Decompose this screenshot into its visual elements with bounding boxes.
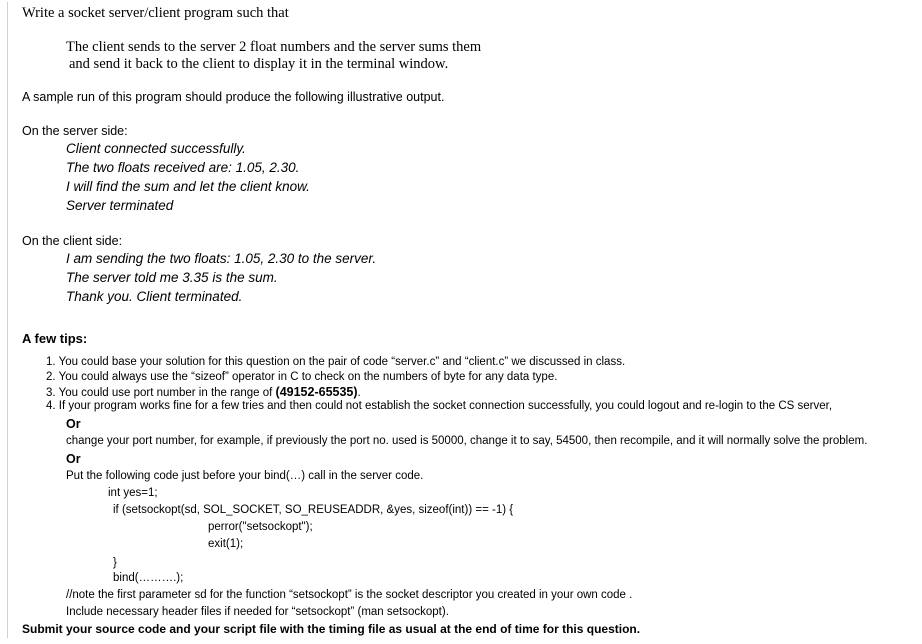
left-border [7, 2, 8, 638]
tip-item-3 [46, 385, 361, 399]
code-line: perror("setsockopt"); [208, 521, 313, 533]
code-line: int yes=1; [108, 487, 158, 499]
note-line: //note the first parameter sd for the function “setsockopt” is the socket descriptor you created in your own code . [66, 589, 633, 601]
tip-item-2: 2. You could always use the “sizeof” operator in C to check on the numbers of byte for any data type. [46, 371, 558, 383]
server-output-line: Client connected successfully. [66, 141, 246, 156]
client-output-line: The server told me 3.35 is the sum. [66, 270, 278, 285]
port-range-suffix: . [357, 387, 361, 399]
tip-item-1: 1. You could base your solution for this question on the pair of code “server.c” and “client.c” we discussed in class. [46, 356, 626, 368]
code-line: if (setsockopt(sd, SOL_SOCKET, SO_REUSEADDR, &yes, sizeof(int)) == -1) { [113, 504, 514, 516]
server-output-line: Server terminated [66, 198, 174, 213]
code-line: bind(……….); [113, 572, 184, 584]
client-output-line: I am sending the two floats: 1.05, 2.30 to the server. [66, 251, 377, 266]
server-output-line: I will find the sum and let the client know. [66, 179, 310, 194]
submit-instruction: Submit your source code and your script file with the timing file as usual at the end of time for this question. [22, 622, 641, 636]
tip-item-4: 4. If your program works fine for a few tries and then could not establish the socket connection successfully, you could logout and re-login to the CS server, [46, 400, 833, 412]
intro-line-2: and send it back to the client to display it in the terminal window. [69, 56, 449, 72]
port-range: (49152-65535) [275, 385, 358, 399]
code-line: } [113, 557, 117, 569]
client-side-label: On the client side: [22, 234, 123, 248]
or-separator: Or [66, 417, 81, 431]
client-output-line: Thank you. Client terminated. [66, 289, 243, 304]
include-line: Include necessary header files if needed for “setsockopt” (man setsockopt). [66, 606, 449, 618]
alt-reuseaddr: Put the following code just before your bind(…) call in the server code. [66, 470, 424, 482]
server-output-line: The two floats received are: 1.05, 2.30. [66, 160, 300, 175]
tips-title: A few tips: [22, 331, 88, 346]
question-heading: Write a socket server/client program such that [22, 5, 289, 21]
intro-line-1: The client sends to the server 2 float numbers and the server sums them [66, 39, 482, 55]
sample-intro: A sample run of this program should produce the following illustrative output. [22, 90, 445, 104]
alt-port-change: change your port number, for example, if previously the port no. used is 50000, change it to say, 54500, then recompile, and it will normally solve the problem. [66, 435, 868, 447]
code-line: exit(1); [208, 538, 244, 550]
tip-item-3-text: 3. You could use port number in the range of [46, 387, 276, 399]
server-side-label: On the server side: [22, 124, 128, 138]
or-separator: Or [66, 452, 81, 466]
